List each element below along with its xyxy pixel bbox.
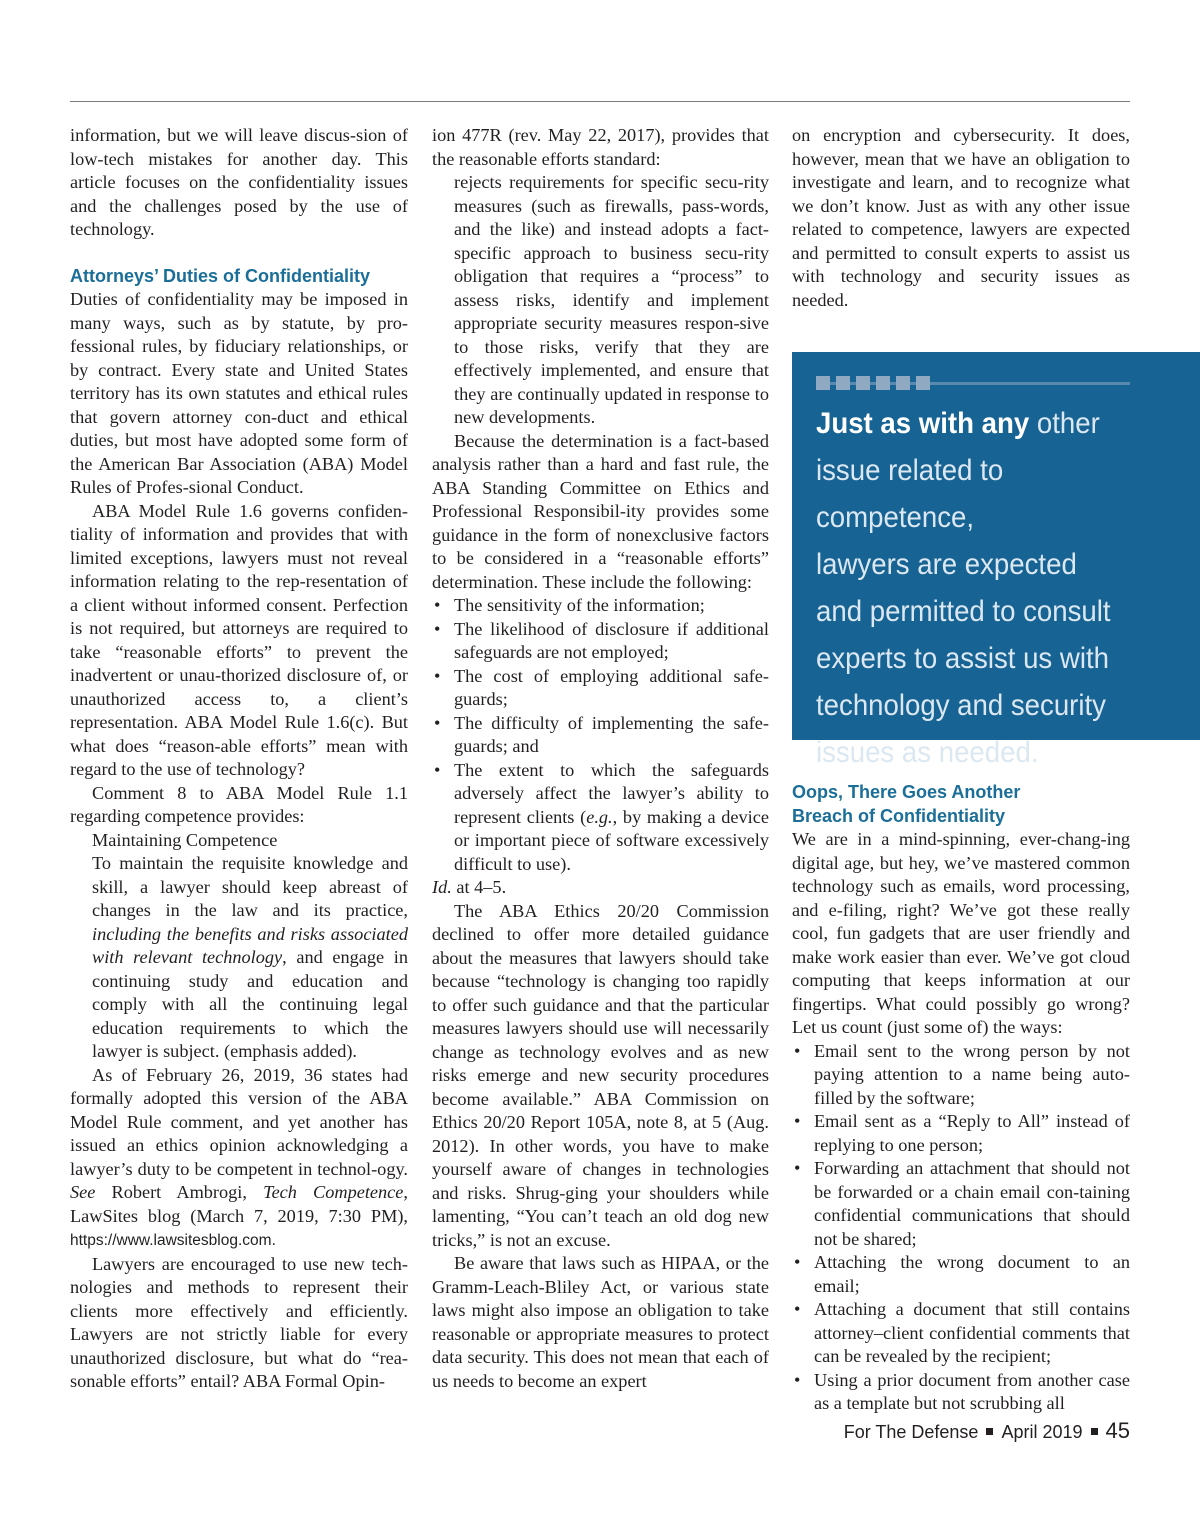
separator-square — [986, 1428, 993, 1435]
list-item: • The cost of employing additional safe-guards; — [432, 665, 769, 712]
citation: Id. at 4–5. — [432, 877, 507, 897]
paragraph: Lawyers are encouraged to use new tech-nologies and methods to represent their clients more effectively and efficiently. Lawyers are not strictly liable for every unauthorized disclosure, but what do “rea-sonable efforts” entail? ABA Formal Opin- — [70, 1253, 408, 1391]
paragraph: The ABA Ethics 20/20 Commission declined to offer more detailed guidance about the measures that lawyers should take because “technology is changing too rapidly to offer such guidance and that the particular measures lawyers should use will necessarily change as technology evolves and as new risks emerge and new security procedures become available.” ABA Commission on Ethics 20/20 Report 105A, note 8, at 5 (Aug. 2012). In other words, you have to make yourself aware of changes in technologies and risks. Shrug-ging your shoulders while lamenting, “You can’t teach an old dog new tricks,” is not an excuse. — [432, 900, 769, 1250]
issue-date: April 2019 — [1001, 1422, 1083, 1442]
list-item: • Email sent to the wrong person by not paying attention to a name being auto-filled by the software; — [792, 1040, 1130, 1111]
column-3-lower — [792, 781, 1130, 1416]
separator-square — [1091, 1428, 1098, 1435]
paragraph: Because the determination is a fact-based analysis rather than a hard and fast rule, the ABA Standing Committee on Ethics and Professional Responsibil-ity provides some guidance in the form of nonexclusive factors to be considered in a “reasonable efforts” determination. These include the following: — [432, 430, 769, 592]
decorative-squares — [816, 376, 930, 390]
section-heading-confidentiality: Attorneys’ Duties of Confidentiality — [70, 265, 371, 286]
paragraph: ion 477R (rev. May 22, 2017), provides that the reasonable efforts standard: — [432, 125, 769, 169]
paragraph: Be aware that laws such as HIPAA, or the Gramm-Leach-Bliley Act, or various state laws might also impose an obligation to take reasonable or appropriate measures to protect data security. This does not mean that each of us needs to become an expert — [432, 1253, 769, 1391]
column-2 — [432, 124, 769, 1393]
paragraph: ABA Model Rule 1.6 governs confiden-tiality of information and provides that with limited exceptions, lawyers must not reveal information relating to the rep-resentation of a client without informed consent. Perfection is not required, but attorneys are required to take “reasonable efforts” to prevent the inadvertent or unau-thorized disclosure of, or unauthorized access to, a client’s representation. ABA Model Rule 1.6(c). But what does “reason-able efforts” mean with regard to the use of technology? — [70, 500, 408, 779]
block-quote: To maintain the requisite knowledge and skill, a lawyer should keep abreast of changes in the law and its practice, including the benefits and risks associated with relevant technology, and engage in continuing study and education and comply with all the continuing legal education requirements to which the lawyer is subject. (emphasis added). — [92, 853, 408, 1061]
list-item: • The extent to which the safeguards adversely affect the lawyer’s ability to represent clients (e.g., by making a device or important piece of software excessively difficult to use). — [432, 759, 769, 877]
factor-list — [432, 594, 769, 876]
paragraph: As of February 26, 2019, 36 states had formally adopted this version of the ABA Model Rule comment, and yet another has issued an ethics opinion acknowledging a lawyer’s duty to be competent in technol-ogy. See Robert Ambrogi, Tech Competence, LawSites blog (March 7, 2019, 7:30 PM), https://www.lawsitesblog.com. — [70, 1064, 408, 1249]
paragraph: We are in a mind-spinning, ever-chang-ing digital age, but hey, we’ve mastered common technology such as emails, word processing, and e-filing, right? We’ve got these really cool, fun gadgets that are user friendly and make work easier than ever. We’ve got cloud computing that keeps information at our fingertips. What could possibly go wrong? Let us count (just some of) the ways: — [792, 829, 1130, 1037]
quote-title: Maintaining Competence — [92, 829, 278, 850]
list-item: • The sensitivity of the information; — [432, 594, 769, 618]
block-quote: rejects requirements for specific secu-rity measures (such as firewalls, pass-words, and the like) and instead adopts a fact-specific approach to business secu-rity obligation that requires a “process” to assess risks, identify and implement appropriate security measures respon-sive to those risks, verify that they are effectively implemented, and ensure that they are continually updated in response to new developments. — [454, 172, 769, 427]
page-footer — [844, 1418, 1130, 1444]
list-item: • Email sent as a “Reply to All” instead of replying to one person; — [792, 1110, 1130, 1157]
column-1 — [70, 124, 408, 1394]
list-item: • Using a prior document from another case as a template but not scrubbing all — [792, 1369, 1130, 1416]
column-3 — [792, 124, 1130, 312]
list-item: • The likelihood of disclosure if additional safeguards are not employed; — [432, 618, 769, 665]
pull-quote-box — [792, 352, 1200, 769]
ways-list — [792, 1040, 1130, 1416]
paragraph: information, but we will leave discus-sion of low-tech mistakes for another day. This article focuses on the confidentiality issues and the challenges posed by the use of technology. — [70, 125, 408, 239]
section-heading-breach: Oops, There Goes Another Breach of Confidentiality — [792, 782, 1021, 826]
page-number: 45 — [1105, 1418, 1130, 1443]
publication-name: For The Defense — [843, 1422, 979, 1442]
list-item: • The difficulty of implementing the safe-guards; and — [432, 712, 769, 759]
list-item: • Attaching a document that still contains attorney–client confidential comments that can be revealed by the recipient; — [792, 1298, 1130, 1369]
paragraph: on encryption and cybersecurity. It does, however, mean that we have an obligation to investigate and learn, and to recognize what we don’t know. Just as with any other issue related to competence, lawyers are expected and permitted to consult experts to assist us with technology and security issues as needed. — [792, 125, 1130, 310]
paragraph: Duties of confidentiality may be imposed in many ways, such as by statute, by pro-fessional rules, by fiduciary relationships, or by contract. Every state and United States territory has its own statutes and ethical rules that govern attorney con-duct and ethical duties, but most have adopted some form of the American Bar Association (ABA) Model Rules of Profes-sional Conduct. — [70, 289, 408, 497]
list-item: • Attaching the wrong document to an email; — [792, 1251, 1130, 1298]
url-link: https://www.lawsitesblog.com. — [70, 1232, 276, 1249]
top-rule — [70, 101, 1130, 102]
list-item: • Forwarding an attachment that should not be forwarded or a chain email con-taining confidential communications that should not be shared; — [792, 1157, 1130, 1251]
pull-quote-text: Just as with any other issue related to competence, lawyers are expected and permitted to consult experts to assist us with technology and security issues as needed. — [816, 407, 1111, 769]
paragraph: Comment 8 to ABA Model Rule 1.1 regarding competence provides: — [70, 782, 408, 826]
